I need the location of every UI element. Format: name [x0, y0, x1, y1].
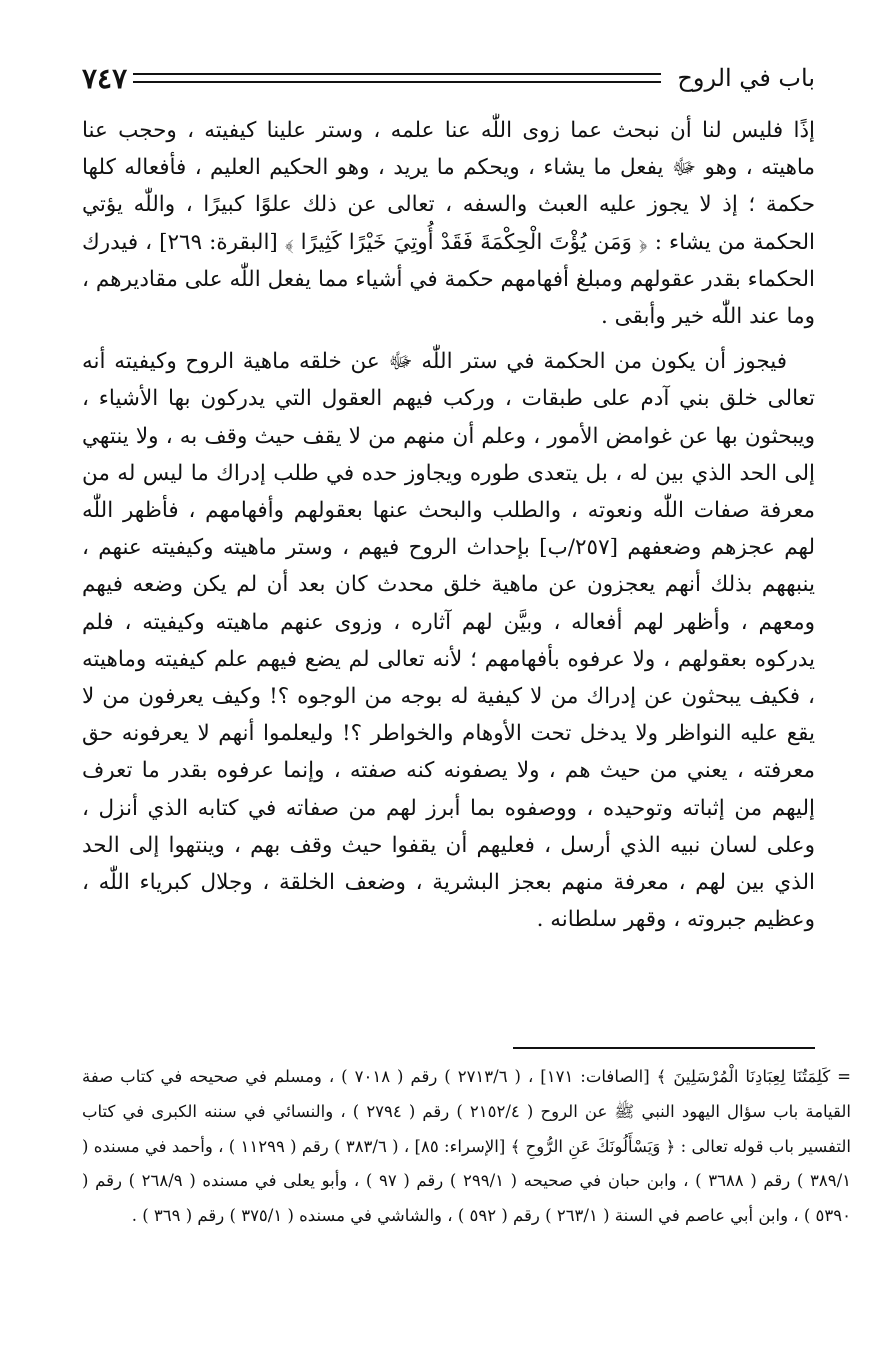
- footnotes: [82, 1060, 851, 1234]
- chapter-title: باب في الروح: [677, 64, 815, 92]
- paragraph: إذًا فليس لنا أن نبحث عما زوى اللّٰه عنا علمه ، وستر علينا كيفيته ، وحجب عنا ماهيته ، وهو ﷻ يفعل ما يشاء ، ويحكم ما يريد ، وهو الحكيم العليم ، فأفعاله كلها حكمة ؛ إذ لا يجوز عليه العبث والسفه ، تعالى عن ذلك علوًا كبيرًا ، واللّٰه يؤتي الحكمة من يشاء : ﴿ وَمَن يُؤْتَ الْحِكْمَةَ فَقَدْ أُوتِيَ خَيْرًا كَثِيرًا ﴾ [البقرة: ٢٦٩] ، فيدرك الحكماء بقدر عقولهم ومبلغ أفهامهم حكمة في أشياء مما يفعل اللّٰه على مقاديرهم ، وما عند اللّٰه خير وأبقى .: [82, 118, 815, 330]
- page-number: ٧٤٧: [82, 61, 128, 95]
- paragraph: فيجوز أن يكون من الحكمة في ستر اللّٰه ﷻ عن خلقه ماهية الروح وكيفيته أنه تعالى خلق بني آدم على طبقات ، وركب فيهم العقول التي يدركون بها الأشياء ، ويبحثون بها عن غوامض الأمور ، وعلم أن منهم من لا يقف حيث وقف به ، ولا ينتهي إلى الحد الذي بين له ، بل يتعدى طوره ويجاوز حده في طلب إدراك ما ليس له من معرفة صفات اللّٰه ونعوته ، والطلب والبحث عنها بعقولهم وأفهامهم ، فأظهر اللّٰه لهم عجزهم وضعفهم [٢٥٧/ب] بإحداث الروح فيهم ، وستر ماهيته وكيفيته عنهم ، ينبههم بذلك أنهم يعجزون عن ماهية خلق محدث كان بعد أن لم يكن وضعه فيهم ومعهم ، وأظهر لهم أفعاله ، وبيَّن لهم آثاره ، وزوى عنهم ماهيته وكيفيته ، فلم يدركوه بعقولهم ، ولا عرفوه بأفهامهم ؛ لأنه تعالى لم يضع فيهم علم كيفيته وماهيته ، فكيف يبحثون عن إدراك من لا كيفية له بوجه من الوجوه ؟! وكيف يعرفون من لا يقع عليه النواظر ولا يدخل تحت الأوهام والخواطر ؟! وليعلموا أنهم لا يعرفونه حق معرفته ، يعني من حيث هم ، ولا يصفونه كنه صفته ، وإنما عرفوه بقدر ما تعرف إليهم من إثباته وتوحيده ، ووصفوه بما أبرز لهم من صفاته في كتابه الذي أنزل ، وعلى لسان نبيه الذي أرسل ، فعليهم أن يقفوا حيث وقف بهم ، وينتهوا إلى الحد الذي بين لهم ، معرفة منهم بعجز البشرية ، وضعف الخلقة ، وجلال كبرياء اللّٰه ، وعظيم جبروته ، وقهر سلطانه .: [82, 349, 816, 933]
- footnote-separator: [513, 1047, 815, 1049]
- footnote-text: = كَلِمَتُنَا لِعِبَادِنَا الْمُرْسَلِينَ ﴾ [الصافات: ١٧١] ، ( ٢٧١٣/٦ ) رقم ( ٧٠١٨ ) ، ومسلم في صحيحه في كتاب صفة القيامة باب سؤال اليهود النبي ﷺ عن الروح ( ٢١٥٢/٤ ) رقم ( ٢٧٩٤ ) ، والنسائي في سننه الكبرى في كتاب التفسير باب قوله تعالى : ﴿ وَيَسْأَلُونَكَ عَنِ الرُّوحِ ﴾ [الإسراء: ٨٥] ، ( ٣٨٣/٦ ) رقم ( ١١٢٩٩ ) ، وأحمد في مسنده ( ٣٨٩/١ ) رقم ( ٣٦٨٨ ) ، وابن حبان في صحيحه ( ٢٩٩/١ ) رقم ( ٩٧ ) ، وأبو يعلى في مسنده ( ٢٦٨/٩ ) رقم ( ٥٣٩٠ ) ، وابن أبي عاصم في السنة ( ٢٦٣/١ ) رقم ( ٥٩٢ ) ، والشاشي في مسنده ( ٣٧٥/١ ) رقم ( ٣٦٩ ) .: [82, 1067, 851, 1226]
- main-text: [82, 112, 815, 938]
- running-header: [82, 56, 815, 100]
- header-double-rule: [133, 73, 661, 83]
